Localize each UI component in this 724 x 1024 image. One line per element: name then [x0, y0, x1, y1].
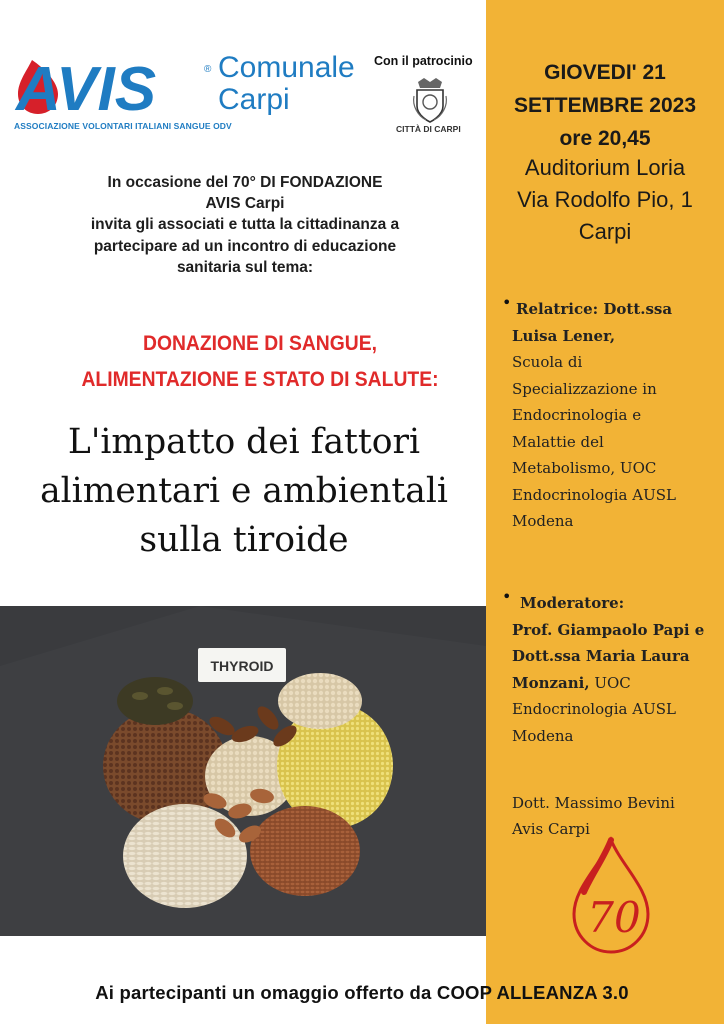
- moderatore-role: Moderatore:: [520, 594, 625, 612]
- moderatore-uoc: UOC: [589, 673, 631, 692]
- moderatore-affil: Endocrinologia AUSL: [512, 700, 676, 718]
- intro-line: invita gli associati e tutta la cittadinanza a: [90, 216, 400, 234]
- theme-line: ALIMENTAZIONE E STATO DI SALUTE:: [81, 368, 439, 391]
- theme-line: DONAZIONE DI SANGUE,: [142, 332, 377, 355]
- bullet-icon: •: [502, 293, 512, 312]
- relatrice-affil: Malattie del: [512, 432, 604, 451]
- relatrice-affil: Modena: [512, 512, 574, 530]
- bullet-icon: •: [502, 587, 512, 606]
- anniversary-number: 70: [587, 893, 641, 942]
- bevini-block: [512, 790, 712, 842]
- moderatore-name: Prof. Giampaolo Papi e: [512, 620, 705, 639]
- relatrice-name: Luisa Lener,: [512, 326, 616, 345]
- relatrice-block: [502, 293, 716, 535]
- patrocinio-label: Con il patrocinio: [374, 54, 473, 68]
- relatrice-affil: Scuola di: [512, 353, 583, 371]
- event-month-year: SETTEMBRE 2023: [513, 94, 697, 117]
- event-street: Via Rodolfo Pio, 1: [517, 187, 693, 212]
- relatrice-affil: Endocrinologia AUSL: [512, 485, 676, 504]
- event-day: GIOVEDI' 21: [544, 61, 666, 84]
- avis-logo: [14, 56, 214, 116]
- event-venue: Auditorium Loria: [524, 155, 686, 180]
- title-line: alimentari e ambientali: [40, 471, 448, 511]
- bevini-org: Avis Carpi: [512, 820, 590, 838]
- footer-note: Ai partecipanti un omaggio offerto da COOP ALLEANZA 3.0: [95, 982, 629, 1003]
- moderatore-name: Dott.ssa Maria Laura: [512, 647, 690, 665]
- anniversary-drop-icon: [556, 836, 666, 956]
- event-place: [486, 152, 724, 248]
- avis-comunale-title: [218, 52, 355, 116]
- relatrice-affil: Specializzazione in: [512, 379, 657, 398]
- event-city: Carpi: [578, 219, 632, 244]
- city-crest-icon: [410, 76, 450, 124]
- moderatore-affil: Modena: [512, 726, 574, 745]
- comunale-label: Comunale: [218, 51, 355, 84]
- event-title: [14, 418, 474, 565]
- intro-text: [40, 172, 450, 278]
- relatrice-affil: Metabolismo, UOC: [512, 459, 657, 477]
- svg-text:®: ®: [204, 64, 212, 75]
- event-date: [486, 56, 724, 155]
- theme-heading: [58, 326, 463, 398]
- intro-line: sanitaria sul tema:: [176, 258, 314, 276]
- relatrice-affil: Endocrinologia e: [512, 406, 642, 424]
- citta-di-carpi-label: CITTÀ DI CARPI: [396, 124, 461, 134]
- title-line: sulla tiroide: [139, 520, 349, 560]
- bevini-name: Dott. Massimo Bevini: [512, 794, 675, 812]
- seeds-illustration: [0, 606, 486, 936]
- title-line: L'impatto dei fattori: [67, 422, 421, 462]
- svg-text:AVIS: AVIS: [16, 56, 157, 116]
- moderatore-name-line: [502, 670, 716, 697]
- event-time: ore 20,45: [559, 127, 651, 150]
- carpi-label: Carpi: [218, 83, 290, 116]
- moderatore-name: Monzani,: [512, 673, 590, 692]
- association-name: ASSOCIAZIONE VOLONTARI ITALIANI SANGUE ODV: [14, 121, 232, 131]
- intro-line: partecipare ad un incontro di educazione: [93, 237, 397, 255]
- intro-line: AVIS Carpi: [205, 195, 285, 213]
- thyroid-label: THYROID: [210, 658, 274, 674]
- moderatore-block: [502, 587, 716, 749]
- thyroid-food-photo: [0, 606, 486, 936]
- intro-line: In occasione del 70° DI FONDAZIONE: [107, 174, 383, 191]
- relatrice-role: Relatrice: Dott.ssa: [516, 300, 673, 318]
